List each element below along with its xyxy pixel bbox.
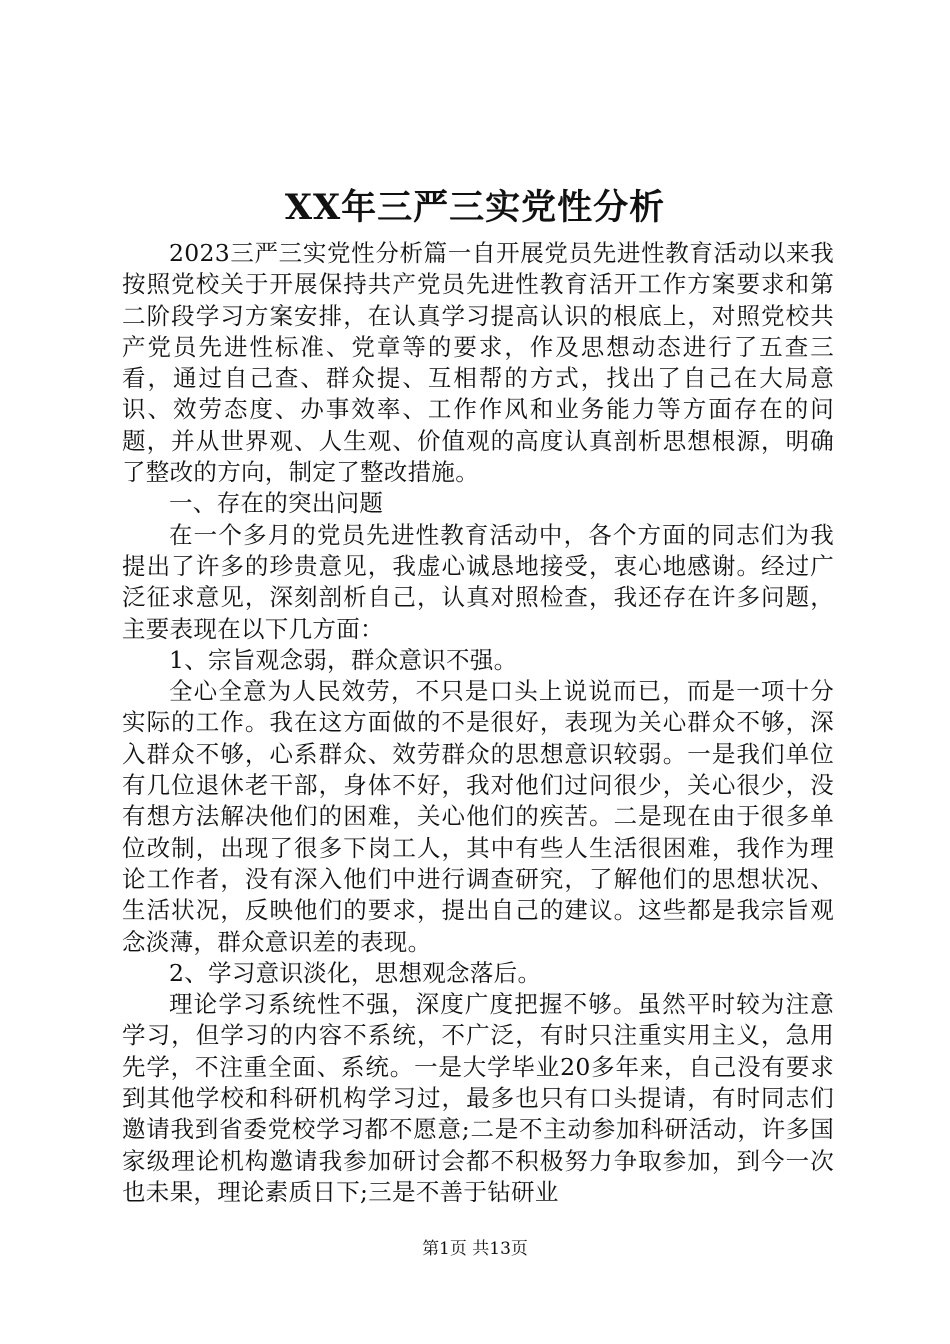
paragraph-learning-awareness: 理论学习系统性不强，深度广度把握不够。虽然平时较为注意学习，但学习的内容不系统，不广泛，有时只注重实用主义，急用先学，不注重全面、系统。一是大学毕业20多年来，自己没有要求到其他学校和科研机构学习过，最多也只有口头提请，有时同志们邀请我到省委党校学习都不愿意;二是不主动参加科研活动，许多国家级理论机构邀请我参加研讨会都不积极努力争取参加，到今一次也未果，理论素质日下;三是不善于钻研业 <box>122 990 834 1206</box>
paragraph-intro: 2023三严三实党性分析篇一自开展党员先进性教育活动以来我按照党校关于开展保持共产党员先进性教育活开工作方案要求和第二阶段学习方案安排，在认真学习提高认识的根底上，对照党校共产党员先进性标准、党章等的要求，作及思想动态进行了五查三看，通过自己查、群众提、互相帮的方式，找出了自己在大局意识、效劳态度、办事效率、工作作风和业务能力等方面存在的问题，并从世界观、人生观、价值观的高度认真剖析思想根源，明确了整改的方向，制定了整改措施。 <box>122 239 834 487</box>
subheading-purpose-awareness: 1、宗旨观念弱，群众意识不强。 <box>169 645 518 674</box>
document-body <box>122 238 834 1208</box>
subheading-learning-awareness: 2、学习意识淡化，思想观念落后。 <box>169 958 542 987</box>
paragraph-purpose-awareness: 全心全意为人民效劳，不只是口头上说说而已，而是一项十分实际的工作。我在这方面做的不是很好，表现为关心群众不够，深入群众不够，心系群众、效劳群众的思想意识较弱。一是我们单位有几位退休老干部，身体不好，我对他们过问很少，关心很少，没有想方法解决他们的困难，关心他们的疾苦。二是现在由于很多单位改制，出现了很多下岗工人，其中有些人生活很困难，我作为理论工作者，没有深入他们中进行调查研究，了解他们的思想状况、生活状况，反映他们的要求，提出自己的建议。这些都是我宗旨观念淡薄，群众意识差的表现。 <box>122 677 834 956</box>
paragraph-problems-overview: 在一个多月的党员先进性教育活动中，各个方面的同志们为我提出了许多的珍贵意见，我虚心诚恳地接受，衷心地感谢。经过广泛征求意见，深刻剖析自己，认真对照检查，我还存在许多问题，主要表现在以下几方面： <box>122 520 834 643</box>
heading-outstanding-problems: 一、存在的突出问题 <box>169 489 384 518</box>
document-title: XX年三严三实党性分析 <box>284 187 666 228</box>
page-number-footer: 第1页 共13页 <box>422 1239 528 1259</box>
